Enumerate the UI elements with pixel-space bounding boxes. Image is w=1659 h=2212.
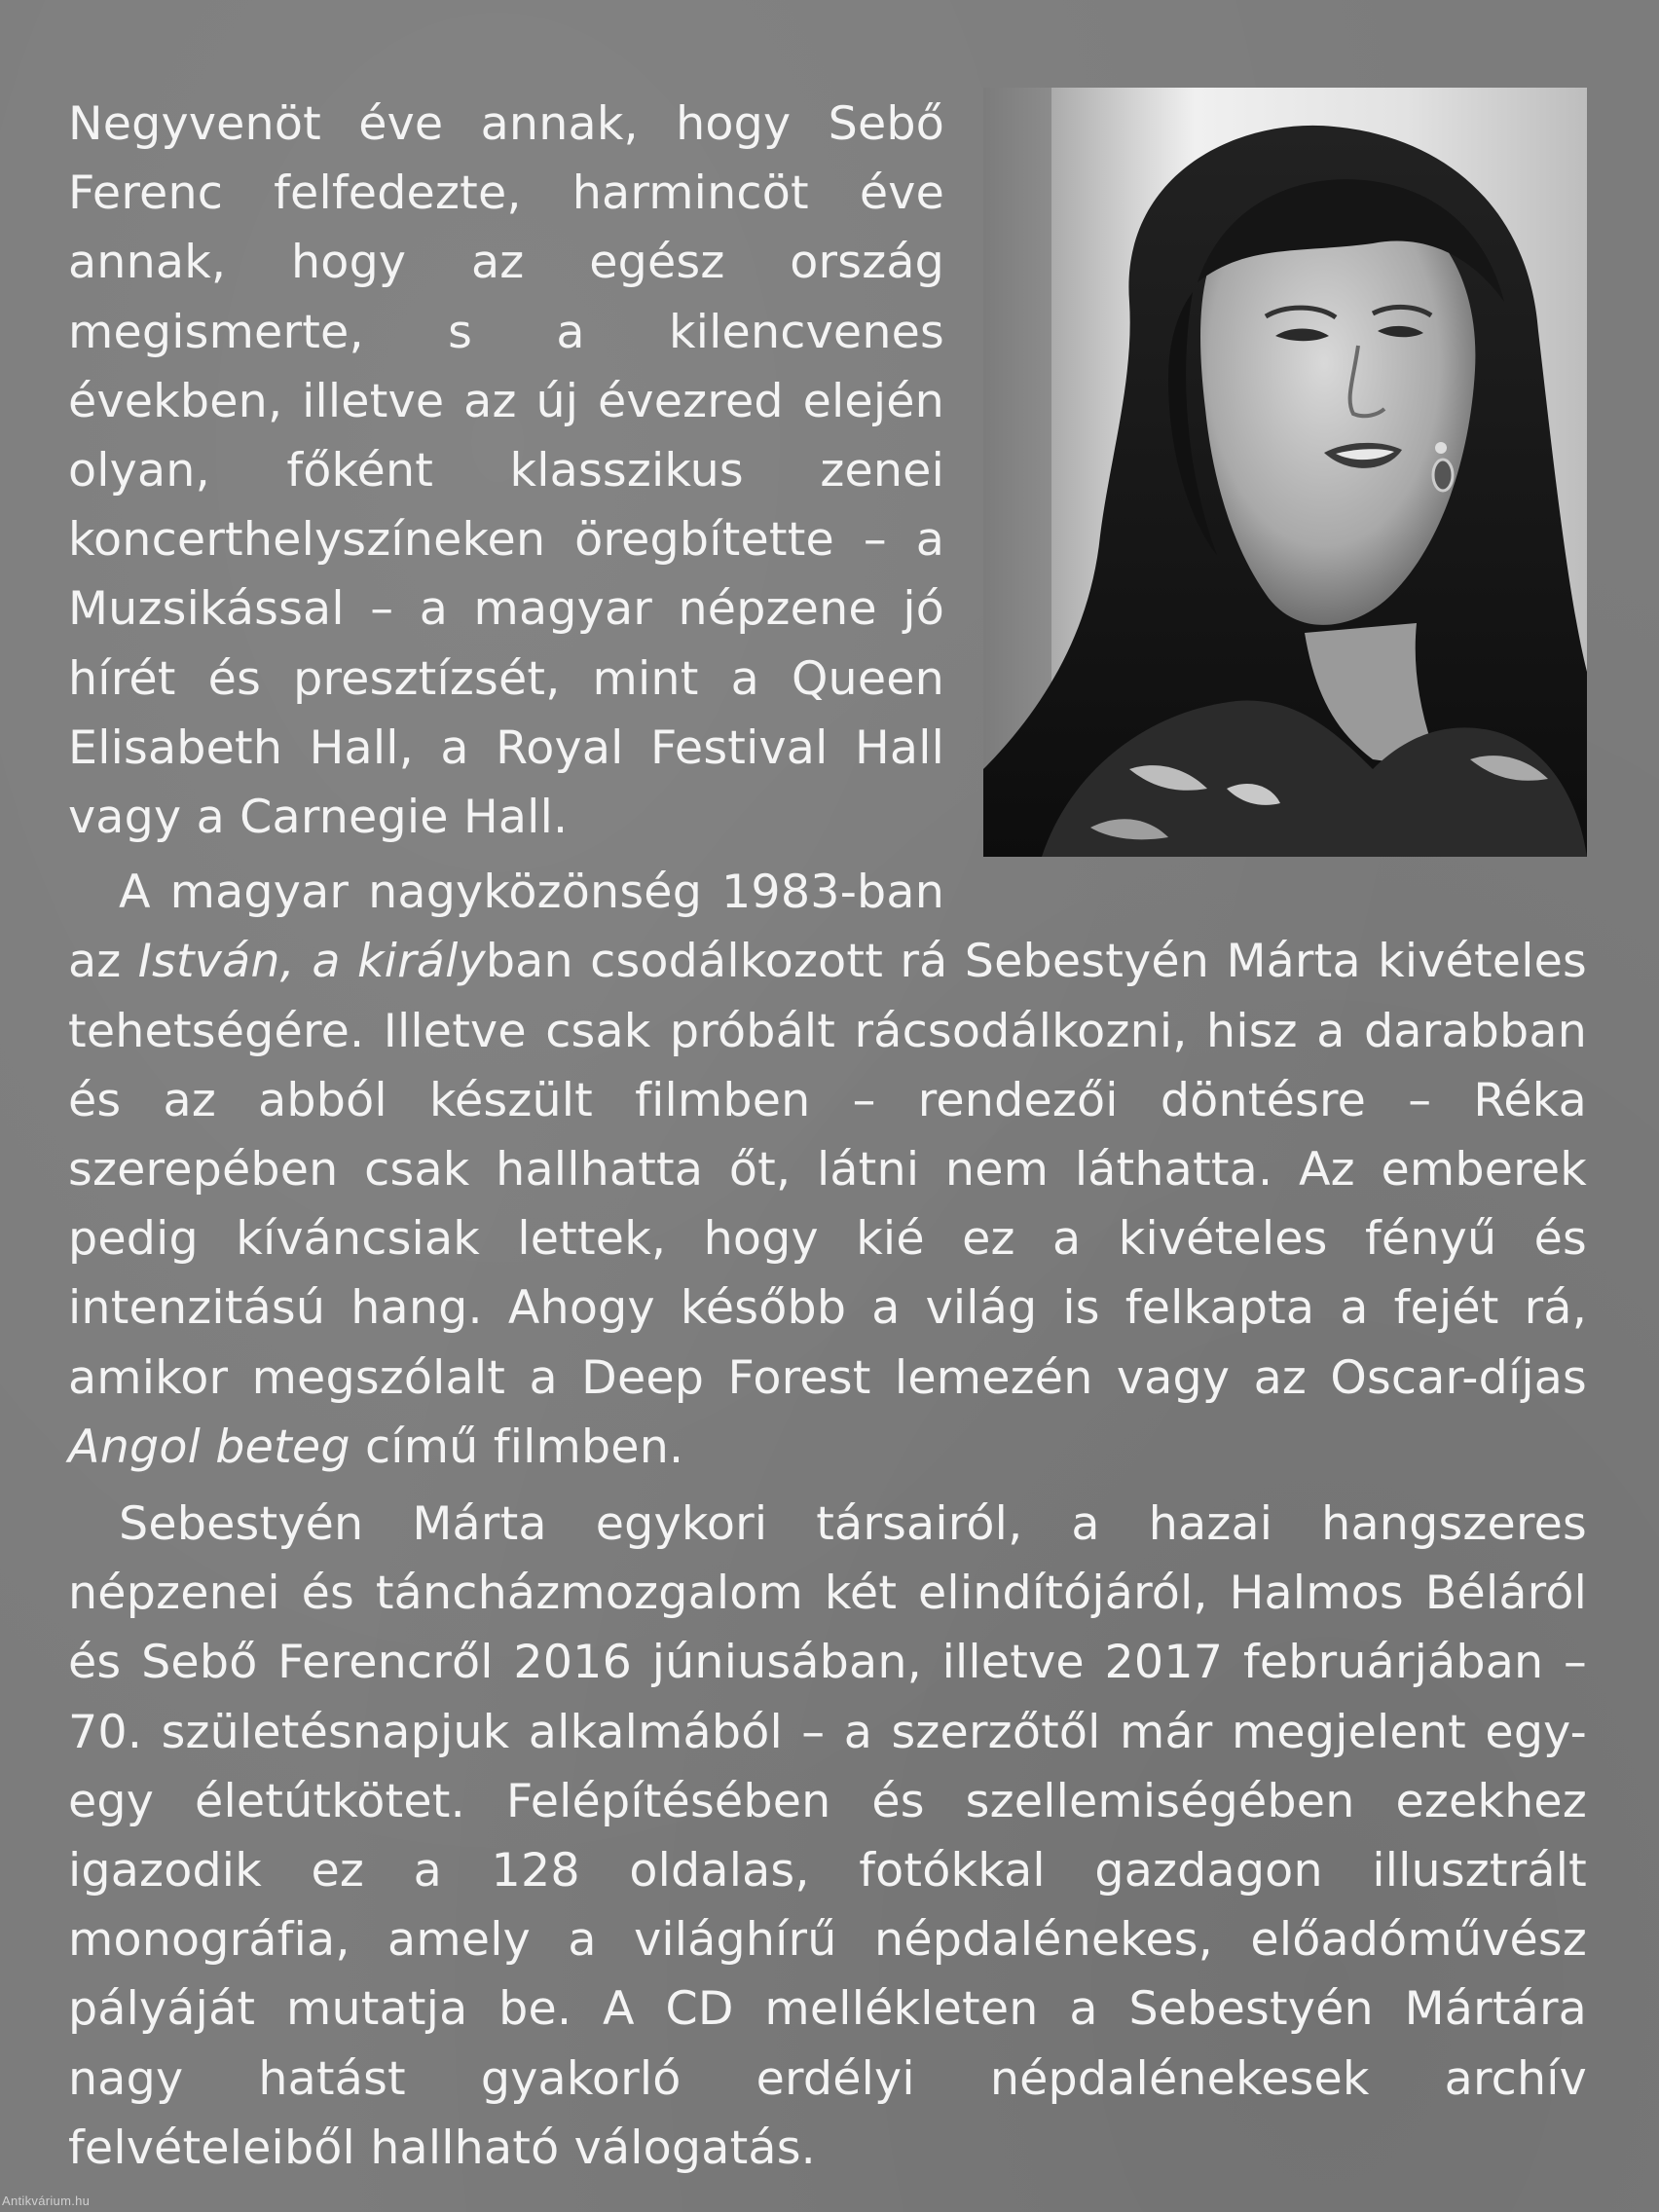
blurb-text: [68, 90, 1587, 2183]
watermark: Antikvárium.hu: [2, 2194, 91, 2208]
paragraph-2-title-istvan-a-kiraly: István, a király: [137, 935, 486, 989]
portrait-photo: [983, 88, 1587, 857]
paragraph-1: Negyvenöt éve annak, hogy Sebő Ferenc felfedezte, harmincöt éve annak, hogy az egész ország megismerte, s a kilencvenes években, illetve az új évezred elején olyan, főként klasszikus zenei koncerthelyszíneken öregbítette – a Muzsikással – a magyar népzene jó hírét és presztízsét, mint a Queen Elisabeth Hall, a Royal Festival Hall vagy a Carnegie Hall.: [68, 97, 944, 845]
portrait-photo-singer-icon: [983, 88, 1587, 857]
paragraph-2-title-angol-beteg: Angol beteg: [68, 1419, 350, 1474]
paragraph-2-part-2: ban csodálkozott rá Sebestyén Márta kivételes tehetségére. Illetve csak próbált rácsodálkozni, hisz a darabban és az abból készült filmben – rendezői döntésre – Réka szerepében csak hallhatta őt, látni nem láthatta. Az emberek pedig kíváncsiak lettek, hogy kié ez a kivételes fényű és intenzitású hang. Ahogy később a világ is felkapta a fejét rá, amikor megszólalt a Deep Forest lemezén vagy az Oscar-díjas: [68, 935, 1587, 1405]
paragraph-3: Sebestyén Márta egykori társairól, a hazai hangszeres népzenei és táncházmozgalom két elindítójáról, Halmos Béláról és Sebő Ferencről 2016 júniusában, illetve 2017 februárjában – 70. születésnapjuk alkalmából – a szerzőtől már megjelent egy-egy életútkötet. Felépítésében és szellemiségében ezekhez igazodik ez a 128 oldalas, fotókkal gazdagon illusztrált monográfia, amely a világhírű népdalénekes, előadóművész pályáját mutatja be. A CD mellékleten a Sebestyén Mártára nagy hatást gyakorló erdélyi népdalénekesek archív felvételeiből hallható válogatás.: [68, 1497, 1587, 2175]
paragraph-2-part-3: című filmben.: [350, 1419, 684, 1474]
paragraph-2-part-1: A magyar nagyközönség 1983-ban az: [68, 866, 944, 989]
paragraph-2: [68, 858, 1587, 1482]
